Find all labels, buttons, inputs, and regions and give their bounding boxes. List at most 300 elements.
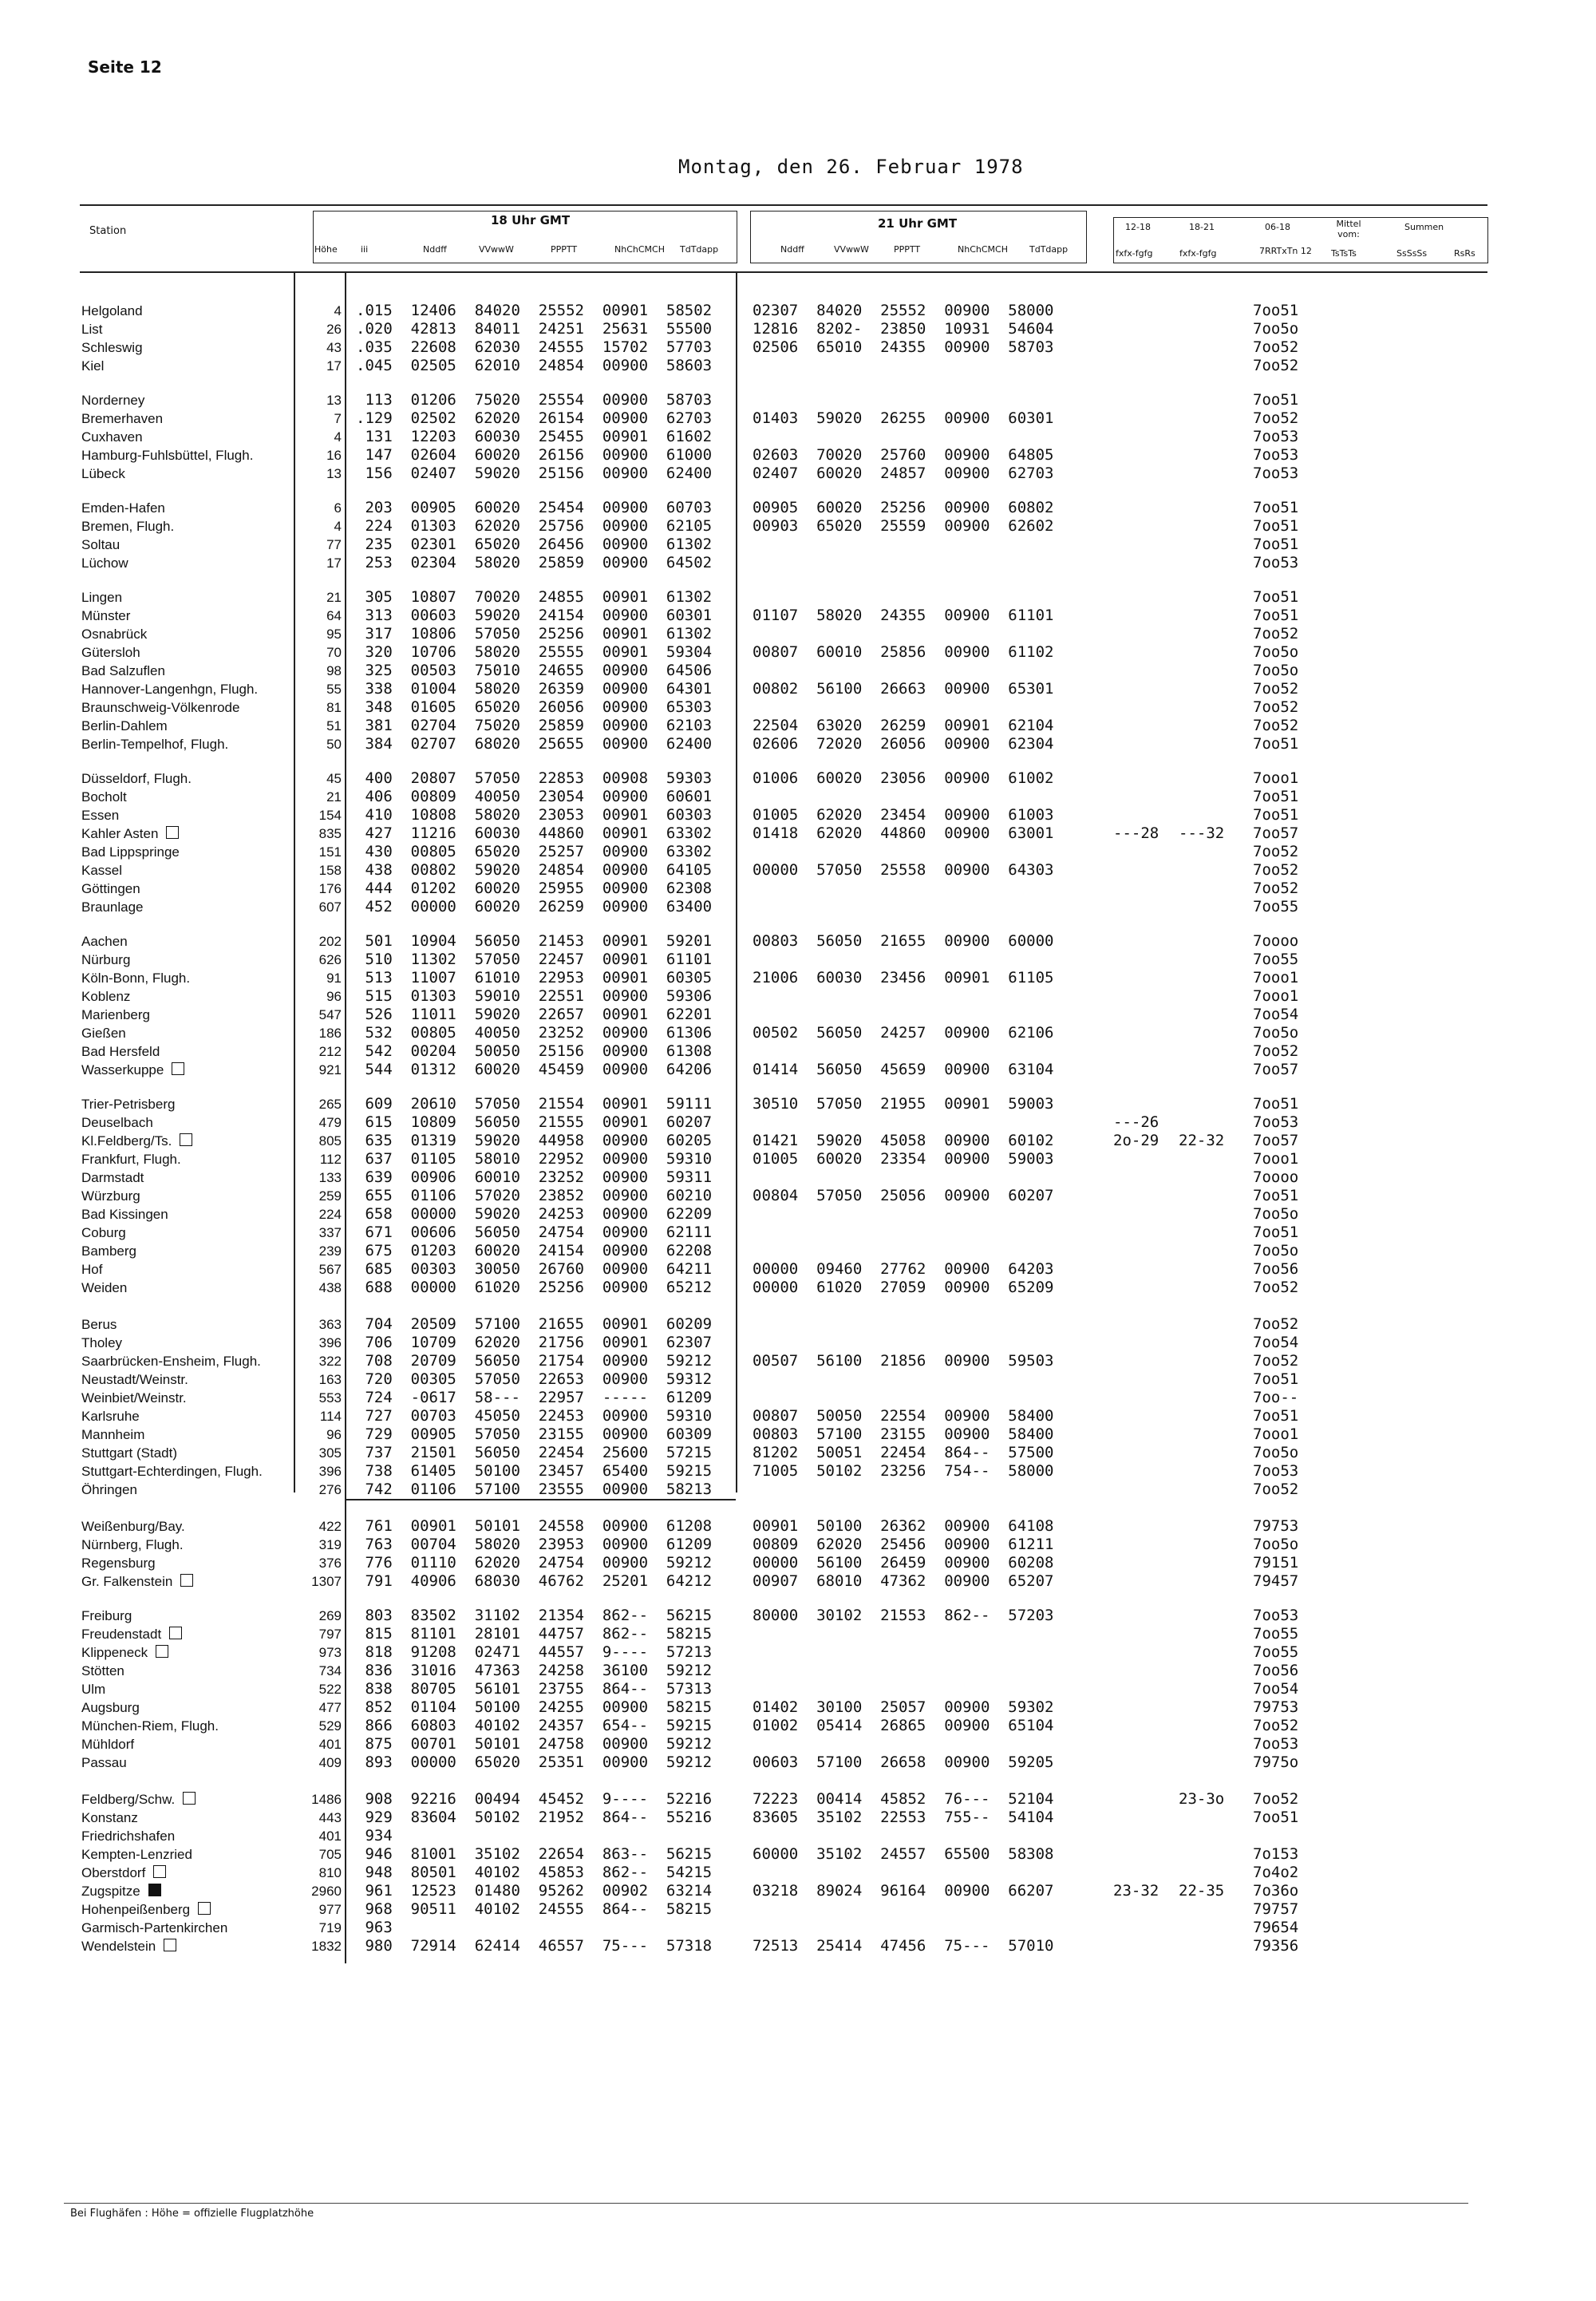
station-name: Schleswig [81,340,143,355]
obs-18-uhr: 615 10809 56050 21555 00901 60207 [356,1113,713,1131]
square-icon [183,1792,196,1805]
station-name: Tholey [81,1335,123,1350]
obs-21-uhr: 80000 30102 21553 862-- 57203 [753,1607,1054,1624]
temp-06-18: 7oo51 [1253,735,1299,753]
wind-12-18: ---26 [1113,1113,1159,1131]
table-row [0,446,1596,465]
temp-06-18: 7oo52 [1253,338,1299,356]
temp-06-18: 7oo52 [1253,1717,1299,1734]
station-height: 376 [318,1556,342,1571]
station-height: 607 [318,899,342,915]
table-row [0,969,1596,987]
obs-18-uhr: 852 01104 50100 24255 00900 58215 [356,1698,713,1716]
station-name: Soltau [81,537,120,552]
temp-06-18: 79757 [1253,1900,1299,1918]
station-height: 224 [318,1207,342,1222]
obs-18-uhr: 235 02301 65020 26456 00900 61302 [356,536,713,553]
station-height: 422 [318,1519,342,1534]
temp-06-18: 7oooo [1253,1168,1299,1186]
station-height: 401 [318,1829,342,1844]
obs-18-uhr: 961 12523 01480 95262 00902 63214 [356,1882,713,1900]
obs-18-uhr: 317 10806 57050 25256 00901 61302 [356,625,713,642]
obs-18-uhr: 253 02304 58020 25859 00900 64502 [356,554,713,571]
station-height: 443 [318,1810,342,1825]
obs-18-uhr: 532 00805 40050 23252 00900 61306 [356,1024,713,1042]
obs-21-uhr: 83605 35102 22553 755-- 54104 [753,1809,1054,1826]
station-name: Kahler Asten [81,824,179,843]
square-icon [180,1133,192,1146]
station-height: 17 [326,555,342,571]
obs-18-uhr: 934 [356,1827,393,1844]
table-row [0,1698,1596,1717]
table-row [0,1845,1596,1864]
temp-06-18: 7oo57 [1253,1061,1299,1078]
station-name: Würzburg [81,1188,140,1204]
table-row [0,1113,1596,1132]
page-number: Seite 12 [88,57,162,77]
station-name: Helgoland [81,303,143,318]
obs-18-uhr: 724 -0617 58--- 22957 ----- 61209 [356,1389,713,1406]
temp-06-18: 7oo5o [1253,1205,1299,1223]
header-iii: iii [361,244,369,255]
header-ts: TsTsTs [1331,248,1357,259]
station-height: 239 [318,1243,342,1259]
square-icon [153,1865,166,1878]
station-name: Düsseldorf, Flugh. [81,771,192,786]
station-height: 1486 [311,1792,342,1807]
obs-18-uhr: 980 72914 62414 46557 75--- 57318 [356,1937,713,1955]
temp-06-18: 7oo52 [1253,1790,1299,1808]
station-height: 479 [318,1115,342,1130]
obs-21-uhr: 60000 35102 24557 65500 58308 [753,1845,1054,1863]
header-21-uhr: 21 Uhr GMT [878,216,958,231]
station-height: 176 [318,881,342,896]
obs-18-uhr: 675 01203 60020 24154 00900 62208 [356,1242,713,1259]
obs-18-uhr: 542 00204 50050 25156 00900 61308 [356,1042,713,1060]
table-row [0,1352,1596,1370]
table-row [0,1095,1596,1113]
temp-06-18: 7oo52 [1253,880,1299,897]
temp-06-18: 7ooo1 [1253,1425,1299,1443]
station-name: Hannover-Langenhgn, Flugh. [81,682,259,697]
table-row [0,861,1596,880]
station-name: Göttingen [81,881,140,896]
temp-06-18: 7oo52 [1253,357,1299,374]
temp-06-18: 7oo51 [1253,1407,1299,1425]
station-height: 4 [334,519,342,534]
obs-18-uhr: 737 21501 56050 22454 25600 57215 [356,1444,713,1461]
obs-18-uhr: 729 00905 57050 23155 00900 60309 [356,1425,713,1443]
temp-06-18: 79151 [1253,1554,1299,1572]
temp-06-18: 7oo51 [1253,1809,1299,1826]
temp-06-18: 7oo53 [1253,1735,1299,1753]
table-row [0,735,1596,753]
obs-18-uhr: 510 11302 57050 22457 00901 61101 [356,951,713,968]
station-height: 21 [326,789,342,805]
obs-18-uhr: 452 00000 60020 26259 00900 63400 [356,898,713,915]
station-height: 13 [326,466,342,481]
station-height: 45 [326,771,342,786]
station-height: 154 [318,808,342,823]
temp-06-18: 7oo51 [1253,536,1299,553]
station-height: 114 [319,1409,342,1424]
station-name: Ulm [81,1682,106,1697]
station-height: 70 [326,645,342,660]
station-height: 276 [318,1482,342,1497]
header-18-21: 18-21 [1189,222,1215,232]
temp-06-18: 7oo52 [1253,1352,1299,1370]
header-mittel: Mittel vom: [1336,219,1361,239]
obs-18-uhr: 131 12203 60030 25455 00901 61602 [356,428,713,445]
station-height: 626 [318,952,342,967]
obs-18-uhr: 948 80501 40102 45853 862-- 54215 [356,1864,713,1881]
obs-21-uhr: 00807 60010 25856 00900 61102 [753,643,1054,661]
obs-21-uhr: 00905 60020 25256 00900 60802 [753,499,1054,516]
temp-06-18: 7oo5o [1253,1024,1299,1042]
obs-18-uhr: 761 00901 50101 24558 00900 61208 [356,1517,713,1535]
station-name: Freudenstadt [81,1625,182,1643]
station-height: 202 [318,934,342,949]
table-row [0,806,1596,824]
station-height: 705 [318,1847,342,1862]
table-row [0,1753,1596,1772]
station-name: Bad Hersfeld [81,1044,160,1059]
station-name: Passau [81,1755,127,1770]
station-height: 212 [318,1044,342,1059]
obs-18-uhr: 655 01106 57020 23852 00900 60210 [356,1187,713,1204]
station-name: Friedrichshafen [81,1829,176,1844]
temp-06-18: 7oo52 [1253,1315,1299,1333]
obs-18-uhr: 706 10709 62020 21756 00901 62307 [356,1334,713,1351]
temp-06-18: 7oo52 [1253,409,1299,427]
station-name: Stuttgart (Stadt) [81,1445,177,1461]
header-18-col-1: Nddff [423,244,447,255]
station-height: 973 [318,1645,342,1660]
obs-18-uhr: 501 10904 56050 21453 00901 59201 [356,932,713,950]
obs-18-uhr: 609 20610 57050 21554 00901 59111 [356,1095,713,1113]
station-name: Frankfurt, Flugh. [81,1152,181,1167]
wind-18-21: 22-35 [1179,1882,1225,1900]
obs-18-uhr: 658 00000 59020 24253 00900 62209 [356,1205,713,1223]
station-name: Bad Kissingen [81,1207,168,1222]
station-name: Trier-Petrisberg [81,1097,176,1112]
obs-21-uhr: 00000 61020 27059 00900 65209 [753,1279,1054,1296]
table-row [0,1334,1596,1352]
table-row [0,320,1596,338]
station-name: Regensburg [81,1556,156,1571]
station-height: 2960 [311,1884,342,1899]
header-18-col-3: PPPTT [551,244,578,255]
table-row [0,1042,1596,1061]
temp-06-18: 7oo52 [1253,625,1299,642]
table-row [0,1150,1596,1168]
header-21-col-3: PPPTT [894,244,921,255]
square-icon [172,1062,184,1075]
obs-21-uhr: 00903 65020 25559 00900 62602 [753,517,1054,535]
header-18-col-5: TdTdapp [680,244,719,255]
station-name: Emden-Hafen [81,500,165,516]
obs-18-uhr: 444 01202 60020 25955 00900 62308 [356,880,713,897]
station-name: Lübeck [81,466,125,481]
temp-06-18: 7oo51 [1253,499,1299,516]
temp-06-18: 7oo51 [1253,391,1299,409]
table-row [0,554,1596,572]
obs-18-uhr: .045 02505 62010 24854 00900 58603 [356,357,713,374]
station-height: 797 [318,1627,342,1642]
station-name: Hamburg-Fuhlsbüttel, Flugh. [81,448,254,463]
obs-18-uhr: 147 02604 60020 26156 00900 61000 [356,446,713,464]
table-row [0,1242,1596,1260]
obs-18-uhr: 427 11216 60030 44860 00901 63302 [356,824,713,842]
obs-21-uhr: 02506 65010 24355 00900 58703 [753,338,1054,356]
obs-21-uhr: 02307 84020 25552 00900 58000 [753,302,1054,319]
temp-06-18: 7o153 [1253,1845,1299,1863]
station-height: 719 [318,1920,342,1935]
station-name: Klippeneck [81,1643,168,1662]
obs-21-uhr: 01002 05414 26865 00900 65104 [753,1717,1054,1734]
station-name: Gütersloh [81,645,140,660]
table-row [0,880,1596,898]
station-height: 319 [318,1537,342,1552]
temp-06-18: 79753 [1253,1698,1299,1716]
obs-18-uhr: 685 00303 30050 26760 00900 64211 [356,1260,713,1278]
station-name: Nürnberg, Flugh. [81,1537,184,1552]
station-name: Zugspitze [81,1882,161,1900]
station-name: Bad Salzuflen [81,663,165,678]
station-height: 96 [326,989,342,1004]
station-height: 17 [326,358,342,374]
square-icon [169,1627,182,1639]
temp-06-18: 7oo52 [1253,861,1299,879]
obs-18-uhr: 791 40906 68030 46762 25201 64212 [356,1572,713,1590]
wind-12-18: ---28 [1113,824,1159,842]
obs-18-uhr: 438 00802 59020 24854 00900 64105 [356,861,713,879]
obs-21-uhr: 00000 09460 27762 00900 64203 [753,1260,1054,1278]
table-row [0,680,1596,698]
obs-18-uhr: 430 00805 65020 25257 00900 63302 [356,843,713,860]
table-row [0,338,1596,357]
station-height: 26 [326,322,342,337]
obs-18-uhr: 929 83604 50102 21952 864-- 55216 [356,1809,713,1826]
obs-21-uhr: 00901 50100 26362 00900 64108 [753,1517,1054,1535]
station-name: Braunlage [81,899,144,915]
station-height: 921 [318,1062,342,1077]
station-height: 305 [318,1445,342,1461]
obs-21-uhr: 01005 60020 23354 00900 59003 [753,1150,1054,1168]
table-row [0,1006,1596,1024]
station-name: Bremerhaven [81,411,164,426]
obs-18-uhr: 893 00000 65020 25351 00900 59212 [356,1753,713,1771]
station-height: 95 [326,627,342,642]
temp-06-18: 7oo54 [1253,1334,1299,1351]
station-height: 810 [318,1865,342,1880]
station-name: Cuxhaven [81,429,143,445]
table-row [0,1168,1596,1187]
table-row [0,1279,1596,1297]
station-height: 337 [318,1225,342,1240]
station-height: 269 [318,1608,342,1623]
station-name: Osnabrück [81,627,148,642]
station-name: Deuselbach [81,1115,153,1130]
table-row [0,1625,1596,1643]
table-row [0,1425,1596,1444]
temp-06-18: 7oo52 [1253,1481,1299,1498]
station-height: 43 [326,340,342,355]
station-name: Braunschweig-Völkenrode [81,700,240,715]
table-row [0,409,1596,428]
station-name: Weißenburg/Bay. [81,1519,185,1534]
obs-18-uhr: 305 10807 70020 24855 00901 61302 [356,588,713,606]
obs-21-uhr: 01403 59020 26255 00900 60301 [753,409,1054,427]
station-name: Augsburg [81,1700,140,1715]
temp-06-18: 7oo56 [1253,1662,1299,1679]
table-row [0,1132,1596,1150]
station-name: Konstanz [81,1810,138,1825]
station-name: Gr. Falkenstein [81,1572,193,1591]
obs-18-uhr: 720 00305 57050 22653 00900 59312 [356,1370,713,1388]
station-name: Kempten-Lenzried [81,1847,192,1862]
station-height: 265 [318,1097,342,1112]
temp-06-18: 7oo55 [1253,1643,1299,1661]
temp-06-18: 7ooo1 [1253,1150,1299,1168]
obs-21-uhr: 12816 8202- 23850 10931 54604 [753,320,1054,338]
temp-06-18: 7oo5o [1253,643,1299,661]
obs-21-uhr: 01005 62020 23454 00900 61003 [753,806,1054,824]
table-row [0,1864,1596,1882]
obs-18-uhr: 727 00703 45050 22453 00900 59310 [356,1407,713,1425]
table-row [0,1662,1596,1680]
station-height: 21 [326,590,342,605]
temp-06-18: 7oo52 [1253,843,1299,860]
table-row [0,1680,1596,1698]
obs-18-uhr: 738 61405 50100 23457 65400 59215 [356,1462,713,1480]
obs-21-uhr: 00803 56050 21655 00900 60000 [753,932,1054,950]
station-name: Wasserkuppe [81,1061,184,1079]
station-name: Berus [81,1317,117,1332]
station-name: Lüchow [81,555,128,571]
station-name: Mühldorf [81,1737,135,1752]
obs-18-uhr: 875 00701 50101 24758 00900 59212 [356,1735,713,1753]
header-rs: RsRs [1454,248,1476,259]
table-row [0,898,1596,916]
temp-06-18: 7oo52 [1253,698,1299,716]
table-row [0,1937,1596,1955]
obs-18-uhr: .015 12406 84020 25552 00901 58502 [356,302,713,319]
station-name: Berlin-Tempelhof, Flugh. [81,737,229,752]
square-icon [164,1939,176,1951]
temp-06-18: 79457 [1253,1572,1299,1590]
table-row [0,607,1596,625]
temp-06-18: 7oo54 [1253,1006,1299,1023]
station-height: 50 [326,737,342,752]
temp-06-18: 7oo-- [1253,1389,1299,1406]
temp-06-18: 7oo5o [1253,320,1299,338]
station-name: Münster [81,608,131,623]
obs-21-uhr: 00807 50050 22554 00900 58400 [753,1407,1054,1425]
obs-21-uhr: 00804 57050 25056 00900 60207 [753,1187,1054,1204]
station-height: 158 [318,863,342,878]
header-21-col-5: TdTdapp [1029,244,1069,255]
obs-18-uhr: 815 81101 28101 44757 862-- 58215 [356,1625,713,1643]
table-row [0,1882,1596,1900]
header-ss: SsSsSs [1396,248,1428,259]
obs-21-uhr: 03218 89024 96164 00900 66207 [753,1882,1054,1900]
station-name: Kl.Feldberg/Ts. [81,1132,192,1150]
obs-18-uhr: 708 20709 56050 21754 00900 59212 [356,1352,713,1370]
station-height: 322 [318,1354,342,1369]
table-row [0,1389,1596,1407]
table-row [0,843,1596,861]
obs-21-uhr: 00000 57050 25558 00900 64303 [753,861,1054,879]
table-row [0,1790,1596,1809]
temp-06-18: 7ooo1 [1253,987,1299,1005]
table-row [0,698,1596,717]
header-21-col-2: VVwwW [834,244,869,255]
table-row [0,1462,1596,1481]
square-icon [166,826,179,839]
header-hoehe: Höhe [314,244,338,255]
obs-18-uhr: 704 20509 57100 21655 00901 60209 [356,1315,713,1333]
square-icon [156,1645,168,1658]
station-height: 6 [334,500,342,516]
table-row [0,1536,1596,1554]
table-row [0,1407,1596,1425]
station-height: 81 [326,700,342,715]
obs-18-uhr: 381 02704 75020 25859 00900 62103 [356,717,713,734]
temp-06-18: 7oo51 [1253,1370,1299,1388]
obs-21-uhr: 00802 56100 26663 00900 65301 [753,680,1054,698]
obs-21-uhr: 00809 62020 25456 00900 61211 [753,1536,1054,1553]
station-height: 96 [326,1427,342,1442]
temp-06-18: 7oo53 [1253,428,1299,445]
table-row [0,1900,1596,1919]
station-height: 396 [318,1464,342,1479]
table-row [0,465,1596,483]
header-12-18: 12-18 [1125,222,1151,232]
header-06-18: 06-18 [1265,222,1290,232]
station-name: Neustadt/Weinstr. [81,1372,188,1387]
square-icon [180,1574,193,1587]
header-21-col-1: Nddff [780,244,804,255]
station-name: Saarbrücken-Ensheim, Flugh. [81,1354,261,1369]
station-name: Feldberg/Schw. [81,1790,196,1809]
obs-18-uhr: 968 90511 40102 24555 864-- 58215 [356,1900,713,1918]
obs-18-uhr: .020 42813 84011 24251 25631 55500 [356,320,713,338]
table-row [0,1827,1596,1845]
station-height: 259 [318,1188,342,1204]
station-name: Hof [81,1262,103,1277]
obs-18-uhr: 639 00906 60010 23252 00900 59311 [356,1168,713,1186]
obs-18-uhr: 544 01312 60020 45459 00900 64206 [356,1061,713,1078]
table-row [0,1517,1596,1536]
obs-21-uhr: 00502 56050 24257 00900 62106 [753,1024,1054,1042]
temp-06-18: 7oo5o [1253,1444,1299,1461]
obs-18-uhr: 836 31016 47363 24258 36100 59212 [356,1662,713,1679]
obs-21-uhr: 01418 62020 44860 00900 63001 [753,824,1054,842]
station-name: Weinbiet/Weinstr. [81,1390,187,1406]
table-row [0,932,1596,951]
table-row [0,1224,1596,1242]
temp-06-18: 7975o [1253,1753,1299,1771]
table-row [0,1444,1596,1462]
square-icon [198,1902,211,1915]
station-height: 91 [326,971,342,986]
table-row [0,643,1596,662]
station-height: 13 [326,393,342,408]
station-height: 567 [318,1262,342,1277]
obs-18-uhr: 763 00704 58020 23953 00900 61209 [356,1536,713,1553]
table-row [0,428,1596,446]
